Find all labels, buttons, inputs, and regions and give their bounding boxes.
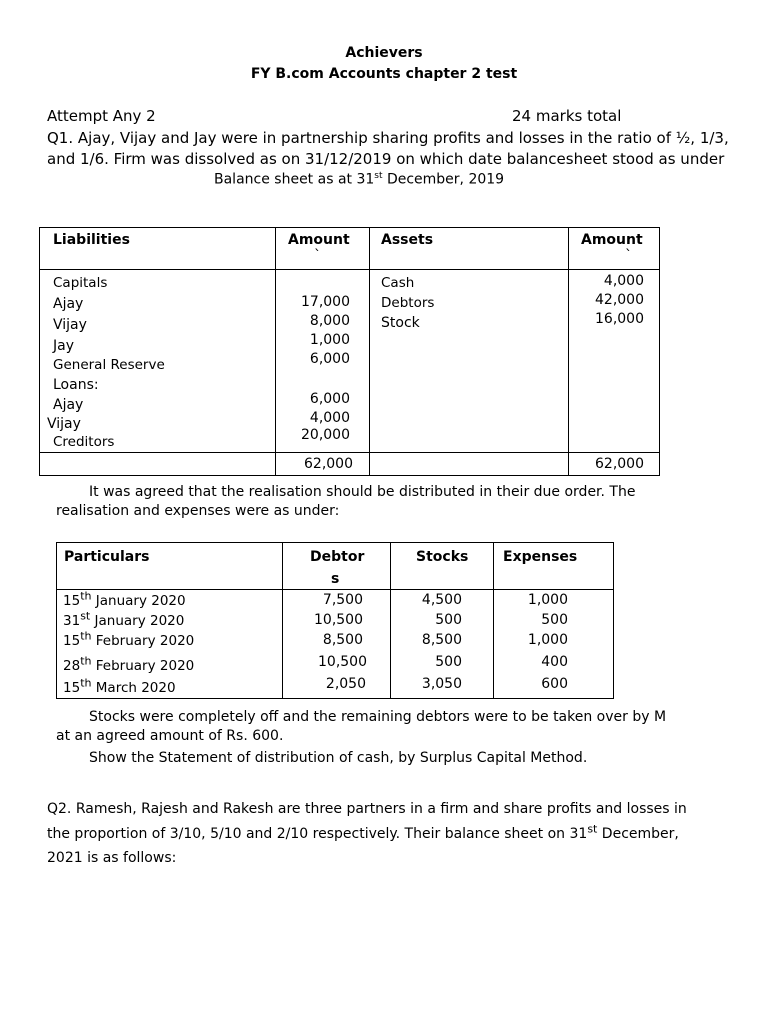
row-debtors: 10,500 (318, 654, 367, 670)
stocks-text-1: Stocks were completely off and the remaining debtors were to be taken over by M (89, 709, 667, 725)
q1-line-2: and 1/6. Firm was dissolved as on 31/12/2019 on which date balancesheet stood as under (47, 150, 725, 168)
liability-amount: 1,000 (309, 332, 350, 348)
realisation-text-1: It was agreed that the realisation should be distributed in their due order. The (89, 484, 636, 500)
row-date: 31st January 2020 (63, 609, 185, 629)
page-subtitle: FY B.com Accounts chapter 2 test (250, 66, 518, 82)
balance-sheet-title: Balance sheet as at 31st December, 2019 (214, 171, 505, 188)
asset-amount: 42,000 (595, 292, 644, 308)
asset-amount: 16,000 (595, 311, 644, 327)
header-particulars: Particulars (64, 549, 150, 565)
liability-label: Loans: (53, 377, 99, 393)
liability-label: Vijay (53, 317, 87, 333)
page-title: Achievers (345, 45, 423, 61)
realisation-text-2: realisation and expenses were as under: (56, 503, 340, 519)
asset-label: Cash (381, 275, 415, 291)
q1-line-1: Q1. Ajay, Vijay and Jay were in partnership sharing profits and losses in the ratio of ½, 1/3, (47, 129, 729, 147)
row-expenses: 600 (541, 676, 568, 692)
rupee-tick: ` (625, 248, 632, 264)
liability-label: General Reserve (53, 357, 165, 373)
row-date: 15th March 2020 (63, 676, 176, 696)
q2-line-2: the proportion of 3/10, 5/10 and 2/10 respectively. Their balance sheet on 31st December, (47, 822, 679, 842)
liability-label: Capitals (53, 275, 108, 291)
liability-amount: 17,000 (301, 294, 350, 310)
q2-line-1: Q2. Ramesh, Rajesh and Rakesh are three partners in a firm and share profits and losses in (47, 801, 687, 817)
row-stocks: 500 (435, 612, 462, 628)
row-debtors: 10,500 (314, 612, 363, 628)
header-stocks: Stocks (416, 549, 469, 565)
row-stocks: 8,500 (421, 632, 462, 648)
liability-amount: 6,000 (309, 351, 350, 367)
asset-amount: 4,000 (603, 273, 644, 289)
row-debtors: 2,050 (325, 676, 366, 692)
header-expenses: Expenses (503, 549, 578, 565)
total-liabilities: 62,000 (304, 456, 353, 472)
row-debtors: 7,500 (322, 592, 363, 608)
q2-line-3: 2021 is as follows: (47, 850, 177, 866)
liability-label: Creditors (53, 434, 115, 450)
row-debtors: 8,500 (322, 632, 363, 648)
row-expenses: 400 (541, 654, 568, 670)
liability-amount: 6,000 (309, 391, 350, 407)
row-stocks: 3,050 (421, 676, 462, 692)
header-liabilities: Liabilities (53, 232, 130, 248)
attempt-instruction: Attempt Any 2 (47, 107, 156, 125)
header-amount-liabilities: Amount (288, 232, 350, 248)
stocks-text-2: at an agreed amount of Rs. 600. (56, 728, 284, 744)
liability-label: Jay (53, 338, 74, 354)
header-debtors-wrap: s (331, 571, 340, 587)
liability-amount: 20,000 (301, 427, 350, 443)
row-expenses: 1,000 (527, 632, 568, 648)
row-expenses: 500 (541, 612, 568, 628)
asset-label: Stock (381, 315, 420, 331)
liability-amount: 4,000 (309, 410, 350, 426)
liability-amount: 8,000 (309, 313, 350, 329)
row-stocks: 4,500 (421, 592, 462, 608)
liability-label: Vijay (47, 416, 81, 432)
total-assets: 62,000 (595, 456, 644, 472)
row-date: 28th February 2020 (63, 654, 195, 674)
rupee-tick: ` (314, 248, 321, 264)
marks-total: 24 marks total (512, 107, 622, 125)
asset-label: Debtors (381, 295, 435, 311)
row-date: 15th January 2020 (63, 589, 186, 609)
liability-label: Ajay (53, 397, 84, 413)
header-debtors: Debtor (310, 549, 365, 565)
row-stocks: 500 (435, 654, 462, 670)
liability-label: Ajay (53, 296, 84, 312)
row-date: 15th February 2020 (63, 629, 195, 649)
show-instruction: Show the Statement of distribution of cash, by Surplus Capital Method. (89, 750, 588, 766)
header-assets: Assets (381, 232, 434, 248)
row-expenses: 1,000 (527, 592, 568, 608)
header-amount-assets: Amount (581, 232, 643, 248)
